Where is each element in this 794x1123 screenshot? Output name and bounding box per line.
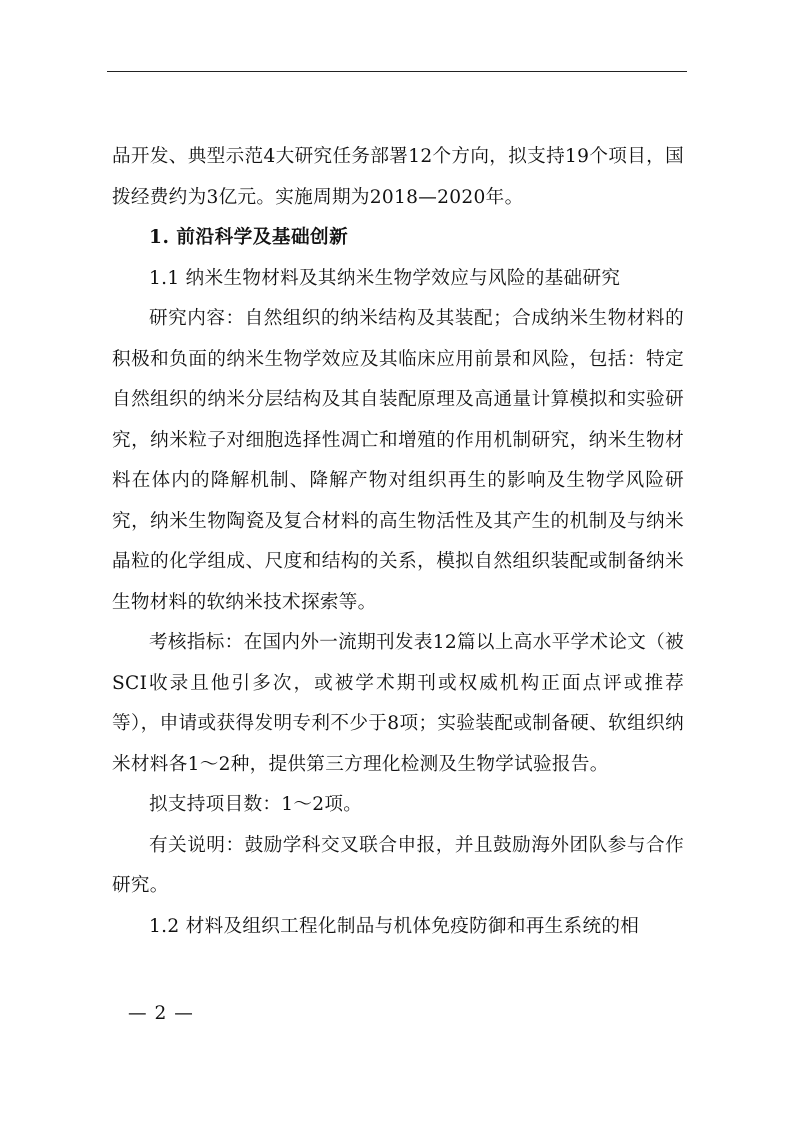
section-heading: 1. 前沿科学及基础创新 (149, 227, 349, 248)
assessment-indicators-paragraph: 考核指标：在国内外一流期刊发表12篇以上高水平学术论文（被SCI收录且他引多次，或被学术期刊或权威机构正面点评或推荐等），申请或获得发明专利不少于8项；实验装配或制备硬、软组织纳米材料各1～2种，提供第三方理化检测及生物学试验报告。 (112, 632, 684, 775)
subsection-title: 1.1 纳米生物材料及其纳米生物学效应与风险的基础研究 (149, 267, 621, 289)
page-number: — 2 — (128, 1003, 194, 1024)
intro-paragraph: 品开发、典型示范4大研究任务部署12个方向，拟支持19个项目，国拨经费约为3亿元。实施周期为2018—2020年。 (112, 146, 684, 208)
document-body (112, 137, 684, 947)
research-content-paragraph: 研究内容：自然组织的纳米结构及其装配；合成纳米生物材料的积极和负面的纳米生物学效应及其临床应用前景和风险，包括：特定自然组织的纳米分层结构及其自装配原理及高通量计算模拟和实验研究，纳米粒子对细胞选择性凋亡和增殖的作用机制研究，纳米生物材料在体内的降解机制、降解产物对组织再生的影响及生物学风险研究，纳米生物陶瓷及复合材料的高生物活性及其产生的机制及与纳米晶粒的化学组成、尺度和结构的关系，模拟自然组织装配或制备纳米生物材料的软纳米技术探索等。 (112, 308, 684, 613)
project-count-paragraph: 拟支持项目数：1～2项。 (149, 794, 363, 815)
header-rule (107, 71, 687, 72)
notes-paragraph: 有关说明：鼓励学科交叉联合申报，并且鼓励海外团队参与合作研究。 (112, 834, 684, 896)
next-subsection-title: 1.2 材料及组织工程化制品与机体免疫防御和再生系统的相 (149, 915, 640, 937)
